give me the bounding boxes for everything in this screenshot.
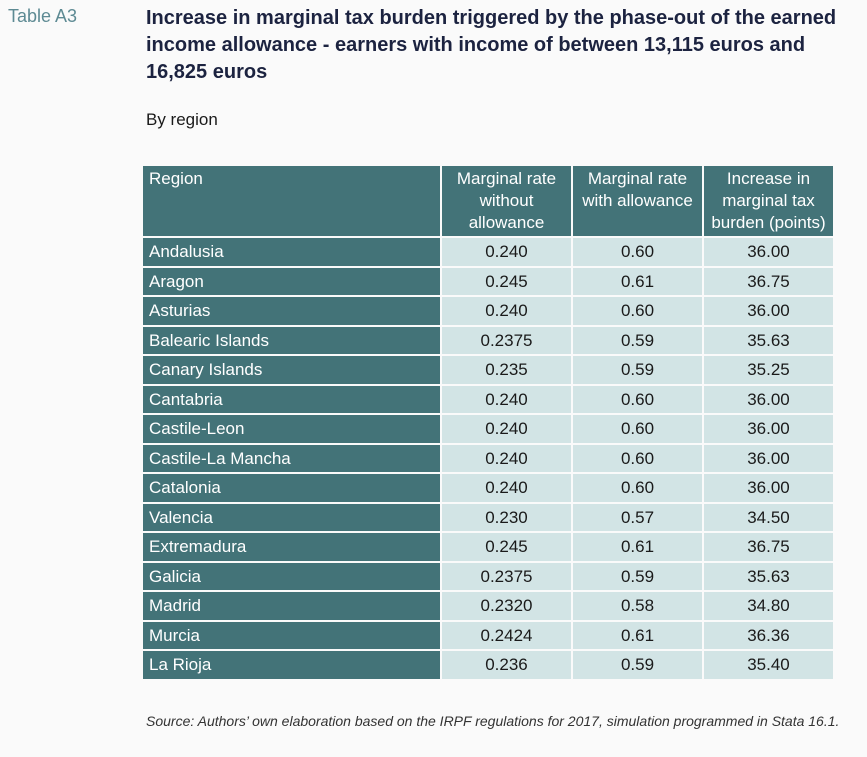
rate-with-cell: 0.60 <box>573 474 702 502</box>
region-cell: Extremadura <box>143 533 440 561</box>
rate-with-cell: 0.59 <box>573 356 702 384</box>
rate-without-cell: 0.2375 <box>442 563 571 591</box>
rate-without-cell: 0.2320 <box>442 592 571 620</box>
header-region: Region <box>143 166 440 236</box>
region-cell: Madrid <box>143 592 440 620</box>
region-cell: Andalusia <box>143 238 440 266</box>
table-row <box>143 651 833 679</box>
region-cell: Balearic Islands <box>143 327 440 355</box>
table-row <box>143 592 833 620</box>
increase-cell: 35.25 <box>704 356 833 384</box>
rate-without-cell: 0.236 <box>442 651 571 679</box>
region-cell: Asturias <box>143 297 440 325</box>
table-row <box>143 563 833 591</box>
increase-cell: 35.63 <box>704 327 833 355</box>
rate-without-cell: 0.240 <box>442 386 571 414</box>
rate-with-cell: 0.57 <box>573 504 702 532</box>
table-row <box>143 445 833 473</box>
table-row <box>143 415 833 443</box>
rate-without-cell: 0.240 <box>442 297 571 325</box>
increase-cell: 36.00 <box>704 474 833 502</box>
region-cell: Catalonia <box>143 474 440 502</box>
rate-with-cell: 0.60 <box>573 238 702 266</box>
table-row <box>143 386 833 414</box>
increase-cell: 36.36 <box>704 622 833 650</box>
rate-with-cell: 0.61 <box>573 268 702 296</box>
rate-without-cell: 0.240 <box>442 445 571 473</box>
rate-without-cell: 0.230 <box>442 504 571 532</box>
table-row <box>143 268 833 296</box>
rate-with-cell: 0.59 <box>573 327 702 355</box>
header-rate-with: Marginal rate with allowance <box>573 166 702 236</box>
region-cell: Valencia <box>143 504 440 532</box>
rate-with-cell: 0.60 <box>573 386 702 414</box>
increase-cell: 35.63 <box>704 563 833 591</box>
region-cell: La Rioja <box>143 651 440 679</box>
rate-without-cell: 0.2375 <box>442 327 571 355</box>
table-label: Table A3 <box>8 6 78 26</box>
rate-with-cell: 0.61 <box>573 533 702 561</box>
region-cell: Canary Islands <box>143 356 440 384</box>
increase-cell: 36.00 <box>704 445 833 473</box>
increase-cell: 34.50 <box>704 504 833 532</box>
increase-cell: 36.00 <box>704 297 833 325</box>
increase-cell: 36.00 <box>704 238 833 266</box>
region-cell: Galicia <box>143 563 440 591</box>
table-row <box>143 327 833 355</box>
rate-with-cell: 0.60 <box>573 297 702 325</box>
table-body <box>143 238 833 679</box>
increase-cell: 36.75 <box>704 268 833 296</box>
table-row <box>143 238 833 266</box>
increase-cell: 35.40 <box>704 651 833 679</box>
region-table <box>141 164 835 681</box>
rate-without-cell: 0.240 <box>442 415 571 443</box>
region-cell: Castile-La Mancha <box>143 445 440 473</box>
rate-with-cell: 0.60 <box>573 415 702 443</box>
table-row <box>143 504 833 532</box>
rate-with-cell: 0.60 <box>573 445 702 473</box>
rate-with-cell: 0.61 <box>573 622 702 650</box>
increase-cell: 36.75 <box>704 533 833 561</box>
rate-with-cell: 0.59 <box>573 563 702 591</box>
increase-cell: 36.00 <box>704 415 833 443</box>
rate-without-cell: 0.2424 <box>442 622 571 650</box>
table-row <box>143 474 833 502</box>
rate-with-cell: 0.58 <box>573 592 702 620</box>
table-subtitle: By region <box>146 110 218 129</box>
table-title: Increase in marginal tax burden triggered by the phase-out of the earned income allowance - earners with income of between 13,115 euros and 16,825 euros <box>146 7 837 83</box>
table-row <box>143 356 833 384</box>
rate-without-cell: 0.235 <box>442 356 571 384</box>
increase-cell: 36.00 <box>704 386 833 414</box>
rate-with-cell: 0.59 <box>573 651 702 679</box>
header-rate-without: Marginal rate without allowance <box>442 166 571 236</box>
rate-without-cell: 0.240 <box>442 474 571 502</box>
table-row <box>143 533 833 561</box>
rate-without-cell: 0.245 <box>442 268 571 296</box>
source-note: Source: Authors’ own elaboration based on the IRPF regulations for 2017, simulation programmed in Stata 16.1. <box>146 713 840 729</box>
region-cell: Castile-Leon <box>143 415 440 443</box>
header-row <box>143 166 833 236</box>
rate-without-cell: 0.240 <box>442 238 571 266</box>
increase-cell: 34.80 <box>704 592 833 620</box>
table-row <box>143 297 833 325</box>
header-increase: Increase in marginal tax burden (points) <box>704 166 833 236</box>
rate-without-cell: 0.245 <box>442 533 571 561</box>
table-row <box>143 622 833 650</box>
region-cell: Cantabria <box>143 386 440 414</box>
region-cell: Murcia <box>143 622 440 650</box>
region-cell: Aragon <box>143 268 440 296</box>
